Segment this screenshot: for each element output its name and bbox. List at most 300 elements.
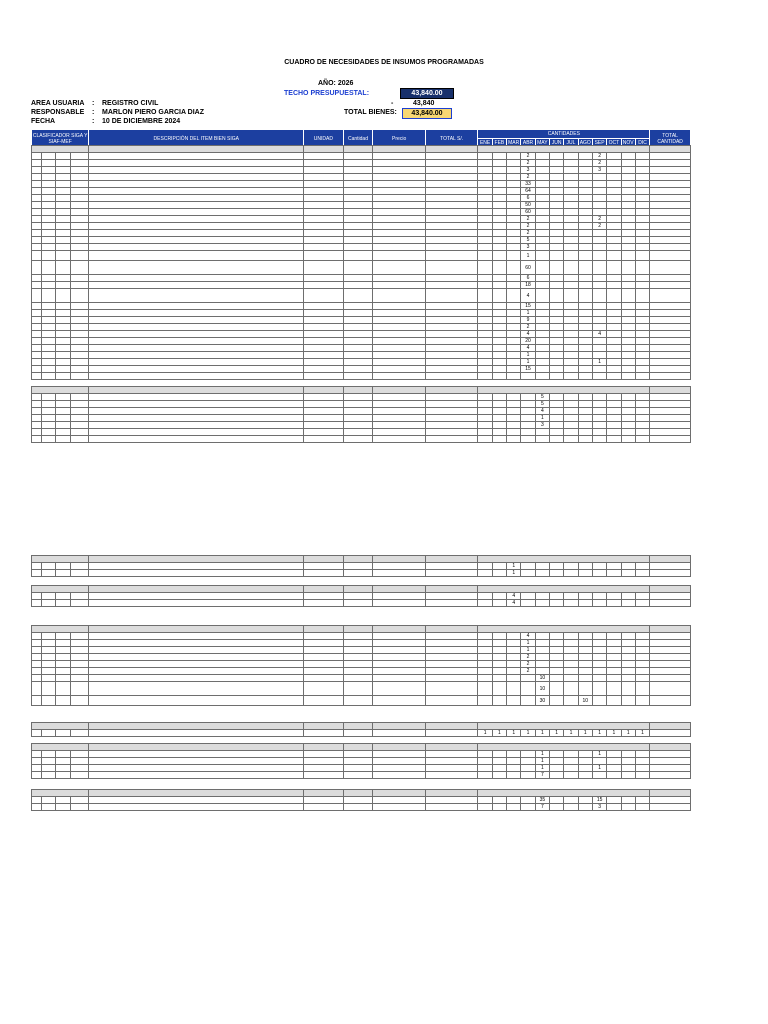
table-row [32, 758, 691, 765]
item-price [373, 772, 426, 779]
month-qty-cell [635, 345, 649, 352]
classifier-cell [55, 682, 71, 696]
item-price [373, 593, 426, 600]
month-qty-cell [592, 202, 606, 209]
month-qty-cell [635, 797, 649, 804]
classifier-cell [55, 366, 71, 373]
classifier-cell [71, 244, 89, 251]
month-qty-cell [607, 282, 621, 289]
month-qty-cell [578, 640, 592, 647]
item-total [425, 237, 478, 244]
month-qty-cell [492, 317, 506, 324]
item-total [425, 303, 478, 310]
empty-cell [650, 429, 691, 436]
month-qty-cell [550, 230, 564, 237]
header-month-jul: JUL [564, 139, 578, 148]
classifier-cell [55, 600, 71, 607]
month-qty-cell [507, 188, 521, 195]
item-description [89, 633, 304, 640]
classifier-cell [41, 244, 55, 251]
classifier-cell [71, 230, 89, 237]
month-qty-cell [564, 230, 578, 237]
item-total-quantity [650, 797, 691, 804]
month-qty-cell [492, 181, 506, 188]
month-qty-cell [607, 174, 621, 181]
item-quantity [343, 661, 373, 668]
month-qty-cell [564, 331, 578, 338]
month-qty-cell [635, 188, 649, 195]
empty-cell [492, 373, 506, 380]
item-total [425, 345, 478, 352]
month-qty-cell [578, 654, 592, 661]
month-qty-cell [507, 174, 521, 181]
section-blank [343, 790, 373, 797]
month-qty-cell [564, 195, 578, 202]
month-qty-cell [478, 640, 492, 647]
item-description [89, 181, 304, 188]
month-qty-cell [478, 682, 492, 696]
month-qty-cell [564, 216, 578, 223]
item-description [89, 216, 304, 223]
section-blank [343, 626, 373, 633]
month-qty-cell [607, 772, 621, 779]
month-qty-cell [592, 654, 606, 661]
section-blank [373, 744, 426, 751]
month-qty-cell [492, 167, 506, 174]
area-colon: : [92, 100, 95, 107]
table-row [32, 324, 691, 331]
empty-cell [535, 429, 549, 436]
classifier-cell [32, 209, 42, 216]
month-qty-cell [607, 324, 621, 331]
month-qty-cell [492, 751, 506, 758]
item-description [89, 230, 304, 237]
month-qty-cell: 2 [521, 668, 535, 675]
month-qty-cell: 10 [578, 696, 592, 706]
item-description [89, 647, 304, 654]
month-qty-cell [621, 797, 635, 804]
month-qty-cell [564, 415, 578, 422]
month-qty-cell: 1 [492, 730, 506, 737]
classifier-cell [55, 394, 71, 401]
item-price [373, 570, 426, 577]
header-month-abr: ABR [521, 139, 535, 148]
classifier-cell [41, 593, 55, 600]
month-qty-cell [635, 758, 649, 765]
item-price [373, 237, 426, 244]
month-qty-cell [564, 167, 578, 174]
item-unit [304, 188, 343, 195]
month-qty-cell [478, 345, 492, 352]
month-qty-cell [492, 202, 506, 209]
item-total-quantity [650, 772, 691, 779]
section-total [425, 556, 478, 563]
month-qty-cell [550, 188, 564, 195]
item-quantity [343, 345, 373, 352]
item-quantity [343, 366, 373, 373]
section-header-row [32, 387, 691, 394]
item-description [89, 730, 304, 737]
month-qty-cell [592, 668, 606, 675]
month-qty-cell [592, 317, 606, 324]
classifier-cell [71, 160, 89, 167]
section-header-row [32, 723, 691, 730]
month-qty-cell [550, 237, 564, 244]
classifier-cell [55, 797, 71, 804]
month-qty-cell [478, 310, 492, 317]
item-total [425, 167, 478, 174]
item-total [425, 181, 478, 188]
item-unit [304, 401, 343, 408]
item-quantity [343, 758, 373, 765]
section-header-row [32, 790, 691, 797]
item-total [425, 310, 478, 317]
empty-cell [55, 373, 71, 380]
item-quantity [343, 237, 373, 244]
header-month-oct: OCT [608, 140, 620, 146]
classifier-cell [32, 661, 42, 668]
month-qty-cell [621, 153, 635, 160]
diff-value: 43,840 [413, 100, 435, 107]
classifier-cell [32, 244, 42, 251]
month-qty-cell [621, 223, 635, 230]
month-qty-cell [607, 640, 621, 647]
section-total [425, 723, 478, 730]
classifier-cell [55, 668, 71, 675]
month-qty-cell: 1 [592, 765, 606, 772]
item-total-quantity [650, 209, 691, 216]
classifier-cell [55, 244, 71, 251]
item-description [89, 338, 304, 345]
month-qty-cell [492, 401, 506, 408]
item-total [425, 804, 478, 811]
month-qty-cell [607, 153, 621, 160]
empty-cell [635, 436, 649, 443]
classifier-cell [41, 209, 55, 216]
item-total-quantity [650, 338, 691, 345]
classifier-cell [32, 153, 42, 160]
section-total-qty [650, 556, 691, 563]
month-qty-cell [478, 261, 492, 275]
responsable-label: RESPONSABLE [31, 109, 85, 116]
classifier-cell [32, 366, 42, 373]
month-qty-cell [550, 195, 564, 202]
item-unit [304, 167, 343, 174]
classifier-cell [41, 160, 55, 167]
section-code [32, 146, 89, 153]
month-qty-cell [478, 366, 492, 373]
table-row [32, 640, 691, 647]
month-qty-cell [478, 751, 492, 758]
section-blank [373, 790, 426, 797]
item-total [425, 647, 478, 654]
month-qty-cell [635, 408, 649, 415]
month-qty-cell [635, 422, 649, 429]
classifier-cell [41, 230, 55, 237]
month-qty-cell [578, 422, 592, 429]
month-qty-cell [492, 244, 506, 251]
month-qty-cell [478, 633, 492, 640]
classifier-cell [32, 730, 42, 737]
month-qty-cell [592, 352, 606, 359]
month-qty-cell [592, 261, 606, 275]
classifier-cell [55, 675, 71, 682]
classifier-cell [55, 223, 71, 230]
month-qty-cell [578, 366, 592, 373]
month-qty-cell [550, 261, 564, 275]
month-qty-cell [635, 401, 649, 408]
classifier-cell [41, 366, 55, 373]
month-qty-cell: 10 [535, 675, 549, 682]
item-quantity [343, 223, 373, 230]
month-qty-cell [564, 174, 578, 181]
section-blank [373, 146, 426, 153]
classifier-cell [55, 324, 71, 331]
month-qty-cell [578, 303, 592, 310]
item-unit [304, 282, 343, 289]
month-qty-cell: 15 [592, 797, 606, 804]
month-qty-cell [550, 408, 564, 415]
item-quantity [343, 654, 373, 661]
item-price [373, 317, 426, 324]
month-qty-cell [492, 174, 506, 181]
month-qty-cell [564, 640, 578, 647]
section-months-blank [478, 626, 650, 633]
month-qty-cell [507, 202, 521, 209]
month-qty-cell: 2 [521, 174, 535, 181]
month-qty-cell [635, 251, 649, 261]
table-row [32, 195, 691, 202]
empty-cell [564, 436, 578, 443]
month-qty-cell [535, 593, 549, 600]
classifier-cell [71, 765, 89, 772]
month-qty-cell [550, 216, 564, 223]
item-unit [304, 415, 343, 422]
month-qty-cell [607, 331, 621, 338]
classifier-cell [41, 188, 55, 195]
item-description [89, 415, 304, 422]
month-qty-cell [564, 237, 578, 244]
classifier-cell [71, 209, 89, 216]
month-qty-cell [607, 303, 621, 310]
month-qty-cell [621, 230, 635, 237]
classifier-cell [41, 310, 55, 317]
month-qty-cell [521, 797, 535, 804]
classifier-cell [41, 303, 55, 310]
month-qty-cell [507, 167, 521, 174]
month-qty-cell [621, 682, 635, 696]
table-row [32, 765, 691, 772]
item-unit [304, 153, 343, 160]
month-qty-cell [535, 668, 549, 675]
classifier-cell [71, 640, 89, 647]
classifier-cell [71, 359, 89, 366]
month-qty-cell [478, 797, 492, 804]
month-qty-cell [535, 570, 549, 577]
item-unit [304, 359, 343, 366]
empty-cell [621, 436, 635, 443]
item-unit [304, 730, 343, 737]
empty-row [32, 373, 691, 380]
classifier-cell [71, 202, 89, 209]
section-blank [304, 790, 343, 797]
month-qty-cell [550, 174, 564, 181]
month-qty-cell [564, 324, 578, 331]
classifier-cell [71, 682, 89, 696]
item-total-quantity [650, 202, 691, 209]
classifier-cell [55, 188, 71, 195]
month-qty-cell [592, 289, 606, 303]
item-price [373, 359, 426, 366]
section-name [89, 723, 304, 730]
empty-cell [592, 429, 606, 436]
item-total [425, 593, 478, 600]
section-blank [373, 387, 426, 394]
month-qty-cell [564, 282, 578, 289]
month-qty-cell [621, 202, 635, 209]
month-qty-cell [478, 593, 492, 600]
item-total-quantity [650, 167, 691, 174]
item-price [373, 675, 426, 682]
month-qty-cell [492, 661, 506, 668]
month-qty-cell: 30 [535, 696, 549, 706]
section-total [425, 387, 478, 394]
section-total-qty [650, 146, 691, 153]
month-qty-cell [621, 563, 635, 570]
month-qty-cell: 6 [521, 195, 535, 202]
month-qty-cell [535, 324, 549, 331]
month-qty-cell [621, 647, 635, 654]
month-qty-cell [578, 275, 592, 282]
header-month-feb: FEB [492, 139, 506, 148]
classifier-cell [55, 758, 71, 765]
needs-table [31, 145, 691, 811]
month-qty-cell [535, 223, 549, 230]
item-total [425, 415, 478, 422]
month-qty-cell [521, 415, 535, 422]
item-total [425, 600, 478, 607]
classifier-cell [32, 310, 42, 317]
month-qty-cell: 6 [521, 275, 535, 282]
item-description [89, 310, 304, 317]
item-unit [304, 202, 343, 209]
month-qty-cell [607, 408, 621, 415]
item-total-quantity [650, 324, 691, 331]
month-qty-cell [621, 167, 635, 174]
classifier-cell [55, 654, 71, 661]
month-qty-cell [492, 563, 506, 570]
item-price [373, 230, 426, 237]
month-qty-cell [607, 195, 621, 202]
month-qty-cell [635, 317, 649, 324]
table-row [32, 593, 691, 600]
header-month-jun: JUN [549, 139, 563, 148]
month-qty-cell [521, 682, 535, 696]
table-row [32, 401, 691, 408]
month-qty-cell [635, 751, 649, 758]
month-qty-cell [564, 251, 578, 261]
month-qty-cell [578, 345, 592, 352]
classifier-cell [55, 751, 71, 758]
month-qty-cell [621, 661, 635, 668]
month-qty-cell [507, 244, 521, 251]
month-qty-cell [535, 338, 549, 345]
empty-cell [507, 436, 521, 443]
item-total-quantity [650, 408, 691, 415]
classifier-cell [71, 174, 89, 181]
month-qty-cell [578, 797, 592, 804]
month-qty-cell [478, 209, 492, 216]
month-qty-cell: 64 [521, 188, 535, 195]
classifier-cell [32, 181, 42, 188]
month-qty-cell [492, 772, 506, 779]
classifier-cell [55, 338, 71, 345]
item-unit [304, 633, 343, 640]
section-blank [304, 556, 343, 563]
month-qty-cell [578, 244, 592, 251]
classifier-cell [32, 345, 42, 352]
month-qty-cell [478, 174, 492, 181]
month-qty-cell [535, 251, 549, 261]
month-qty-cell [492, 804, 506, 811]
month-qty-cell [492, 675, 506, 682]
month-qty-cell [535, 647, 549, 654]
item-price [373, 765, 426, 772]
item-total-quantity [650, 394, 691, 401]
classifier-cell [55, 563, 71, 570]
classifier-cell [55, 647, 71, 654]
month-qty-cell [607, 661, 621, 668]
month-qty-cell: 3 [521, 244, 535, 251]
month-qty-cell [535, 216, 549, 223]
item-quantity [343, 167, 373, 174]
section-name [89, 586, 304, 593]
diff-dash: - [391, 100, 394, 107]
month-qty-cell [592, 661, 606, 668]
classifier-cell [41, 633, 55, 640]
month-qty-cell [635, 804, 649, 811]
month-qty-cell [607, 696, 621, 706]
month-qty-cell [507, 751, 521, 758]
classifier-cell [41, 352, 55, 359]
month-qty-cell [478, 758, 492, 765]
item-unit [304, 331, 343, 338]
classifier-cell [41, 345, 55, 352]
month-qty-cell [564, 223, 578, 230]
empty-cell [492, 436, 506, 443]
month-qty-cell [635, 675, 649, 682]
month-qty-cell: 1 [592, 751, 606, 758]
classifier-cell [32, 570, 42, 577]
item-price [373, 261, 426, 275]
month-qty-cell [492, 654, 506, 661]
table-row [32, 216, 691, 223]
classifier-cell [32, 359, 42, 366]
empty-cell [373, 429, 426, 436]
classifier-cell [41, 181, 55, 188]
item-price [373, 289, 426, 303]
month-qty-cell [492, 422, 506, 429]
month-qty-cell [578, 188, 592, 195]
month-qty-cell [635, 310, 649, 317]
spacer-row [32, 779, 691, 790]
item-quantity [343, 275, 373, 282]
month-qty-cell [478, 324, 492, 331]
month-qty-cell [635, 174, 649, 181]
spacer-row [32, 380, 691, 387]
section-blank [304, 626, 343, 633]
empty-cell [521, 373, 535, 380]
